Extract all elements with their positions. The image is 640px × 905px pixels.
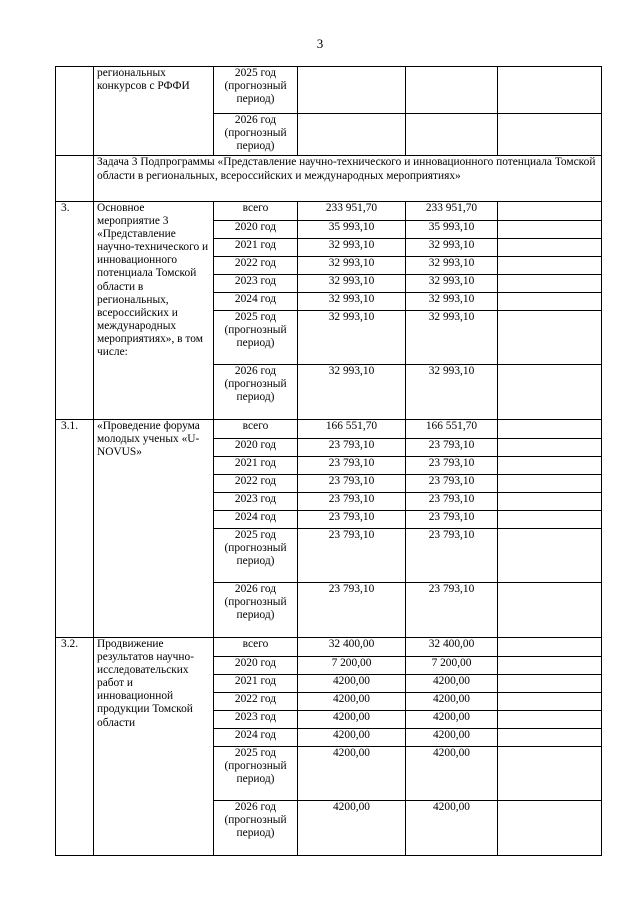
amount-budget-cell: 32 400,00 xyxy=(406,638,498,657)
amount-total-cell: 4200,00 xyxy=(298,747,406,801)
amount-total-cell: 23 793,10 xyxy=(298,583,406,638)
item-number: 3.2. xyxy=(56,638,94,856)
amount-total-cell xyxy=(298,114,406,156)
period-cell: 2023 год xyxy=(214,275,298,293)
amount-budget-cell: 32 993,10 xyxy=(406,275,498,293)
table-row xyxy=(56,202,602,221)
empty-cell xyxy=(498,801,602,856)
empty-cell xyxy=(498,221,602,239)
amount-total-cell: 23 793,10 xyxy=(298,439,406,457)
amount-budget-cell xyxy=(406,114,498,156)
empty-cell xyxy=(498,711,602,729)
period-cell: 2026 год (прогнозный период) xyxy=(214,801,298,856)
empty-cell xyxy=(498,529,602,583)
empty-cell xyxy=(56,156,94,202)
period-cell: всего xyxy=(214,202,298,221)
amount-budget-cell: 35 993,10 xyxy=(406,221,498,239)
period-cell: 2022 год xyxy=(214,257,298,275)
period-cell: 2025 год (прогнозный период) xyxy=(214,747,298,801)
amount-budget-cell: 32 993,10 xyxy=(406,365,498,420)
empty-cell xyxy=(498,420,602,439)
period-cell: 2024 год xyxy=(214,511,298,529)
amount-total-cell: 166 551,70 xyxy=(298,420,406,439)
amount-budget-cell: 32 993,10 xyxy=(406,293,498,311)
empty-cell xyxy=(498,675,602,693)
empty-cell xyxy=(498,475,602,493)
amount-budget-cell: 233 951,70 xyxy=(406,202,498,221)
empty-cell xyxy=(498,657,602,675)
empty-cell xyxy=(498,257,602,275)
item-name: региональных конкурсов с РФФИ xyxy=(94,67,214,156)
empty-cell xyxy=(498,114,602,156)
amount-budget-cell: 4200,00 xyxy=(406,693,498,711)
amount-budget-cell: 4200,00 xyxy=(406,801,498,856)
table-row xyxy=(56,67,602,114)
item-name: «Проведение форума молодых ученых «U-NOVUS» xyxy=(94,420,214,638)
amount-total-cell: 4200,00 xyxy=(298,801,406,856)
item-name: Продвижение результатов научно-исследовательских работ и инновационной продукции Томской области xyxy=(94,638,214,856)
amount-budget-cell: 23 793,10 xyxy=(406,529,498,583)
amount-total-cell: 4200,00 xyxy=(298,675,406,693)
period-cell: 2022 год xyxy=(214,693,298,711)
item-number xyxy=(56,67,94,156)
empty-cell xyxy=(498,293,602,311)
item-number: 3.1. xyxy=(56,420,94,638)
amount-budget-cell: 4200,00 xyxy=(406,675,498,693)
amount-budget-cell: 166 551,70 xyxy=(406,420,498,439)
period-cell: 2026 год (прогнозный период) xyxy=(214,114,298,156)
amount-total-cell: 23 793,10 xyxy=(298,475,406,493)
empty-cell xyxy=(498,311,602,365)
period-cell: 2021 год xyxy=(214,239,298,257)
empty-cell xyxy=(498,365,602,420)
empty-cell xyxy=(498,239,602,257)
amount-total-cell: 32 993,10 xyxy=(298,293,406,311)
amount-budget-cell: 32 993,10 xyxy=(406,239,498,257)
amount-total-cell: 4200,00 xyxy=(298,729,406,747)
empty-cell xyxy=(498,202,602,221)
amount-total-cell: 4200,00 xyxy=(298,711,406,729)
amount-total-cell: 32 993,10 xyxy=(298,311,406,365)
task-header: Задача 3 Подпрограммы «Представление научно-технического и инновационного потенциала Томской области в региональных, всероссийских и международных мероприятиях» xyxy=(94,156,602,202)
period-cell: 2023 год xyxy=(214,711,298,729)
page-number: 3 xyxy=(316,36,324,51)
amount-budget-cell: 4200,00 xyxy=(406,711,498,729)
empty-cell xyxy=(498,511,602,529)
empty-cell xyxy=(498,457,602,475)
amount-total-cell: 32 993,10 xyxy=(298,275,406,293)
amount-budget-cell: 32 993,10 xyxy=(406,257,498,275)
period-cell: 2020 год xyxy=(214,657,298,675)
table-body xyxy=(56,67,602,856)
budget-table xyxy=(55,66,602,856)
empty-cell xyxy=(498,67,602,114)
amount-budget-cell: 23 793,10 xyxy=(406,511,498,529)
amount-total-cell: 32 400,00 xyxy=(298,638,406,657)
amount-total-cell: 32 993,10 xyxy=(298,257,406,275)
amount-budget-cell: 7 200,00 xyxy=(406,657,498,675)
amount-budget-cell: 32 993,10 xyxy=(406,311,498,365)
period-cell: 2026 год (прогнозный период) xyxy=(214,583,298,638)
amount-total-cell xyxy=(298,67,406,114)
table-row xyxy=(56,638,602,657)
period-cell: 2025 год (прогнозный период) xyxy=(214,67,298,114)
table-row xyxy=(56,420,602,439)
empty-cell xyxy=(498,439,602,457)
empty-cell xyxy=(498,638,602,657)
empty-cell xyxy=(498,747,602,801)
period-cell: 2025 год (прогнозный период) xyxy=(214,311,298,365)
empty-cell xyxy=(498,493,602,511)
amount-total-cell: 233 951,70 xyxy=(298,202,406,221)
amount-budget-cell: 4200,00 xyxy=(406,747,498,801)
empty-cell xyxy=(498,583,602,638)
amount-total-cell: 23 793,10 xyxy=(298,457,406,475)
empty-cell xyxy=(498,693,602,711)
amount-budget-cell xyxy=(406,67,498,114)
period-cell: 2022 год xyxy=(214,475,298,493)
amount-total-cell: 23 793,10 xyxy=(298,511,406,529)
amount-budget-cell: 23 793,10 xyxy=(406,583,498,638)
period-cell: 2024 год xyxy=(214,293,298,311)
amount-budget-cell: 23 793,10 xyxy=(406,475,498,493)
amount-total-cell: 23 793,10 xyxy=(298,529,406,583)
task-header-row xyxy=(56,156,602,202)
empty-cell xyxy=(498,729,602,747)
item-name: Основное мероприятие 3 «Представление научно-технического и инновационного потенциала Томской области в региональных, всероссийских и международных мероприятиях», в том числе: xyxy=(94,202,214,420)
amount-budget-cell: 23 793,10 xyxy=(406,493,498,511)
period-cell: 2026 год (прогнозный период) xyxy=(214,365,298,420)
period-cell: 2020 год xyxy=(214,439,298,457)
period-cell: 2023 год xyxy=(214,493,298,511)
amount-total-cell: 4200,00 xyxy=(298,693,406,711)
amount-total-cell: 32 993,10 xyxy=(298,239,406,257)
amount-total-cell: 7 200,00 xyxy=(298,657,406,675)
item-number: 3. xyxy=(56,202,94,420)
period-cell: 2024 год xyxy=(214,729,298,747)
amount-total-cell: 23 793,10 xyxy=(298,493,406,511)
amount-total-cell: 32 993,10 xyxy=(298,365,406,420)
period-cell: всего xyxy=(214,638,298,657)
period-cell: 2025 год (прогнозный период) xyxy=(214,529,298,583)
period-cell: 2021 год xyxy=(214,457,298,475)
amount-budget-cell: 23 793,10 xyxy=(406,457,498,475)
amount-budget-cell: 4200,00 xyxy=(406,729,498,747)
amount-total-cell: 35 993,10 xyxy=(298,221,406,239)
period-cell: 2021 год xyxy=(214,675,298,693)
amount-budget-cell: 23 793,10 xyxy=(406,439,498,457)
period-cell: 2020 год xyxy=(214,221,298,239)
empty-cell xyxy=(498,275,602,293)
period-cell: всего xyxy=(214,420,298,439)
